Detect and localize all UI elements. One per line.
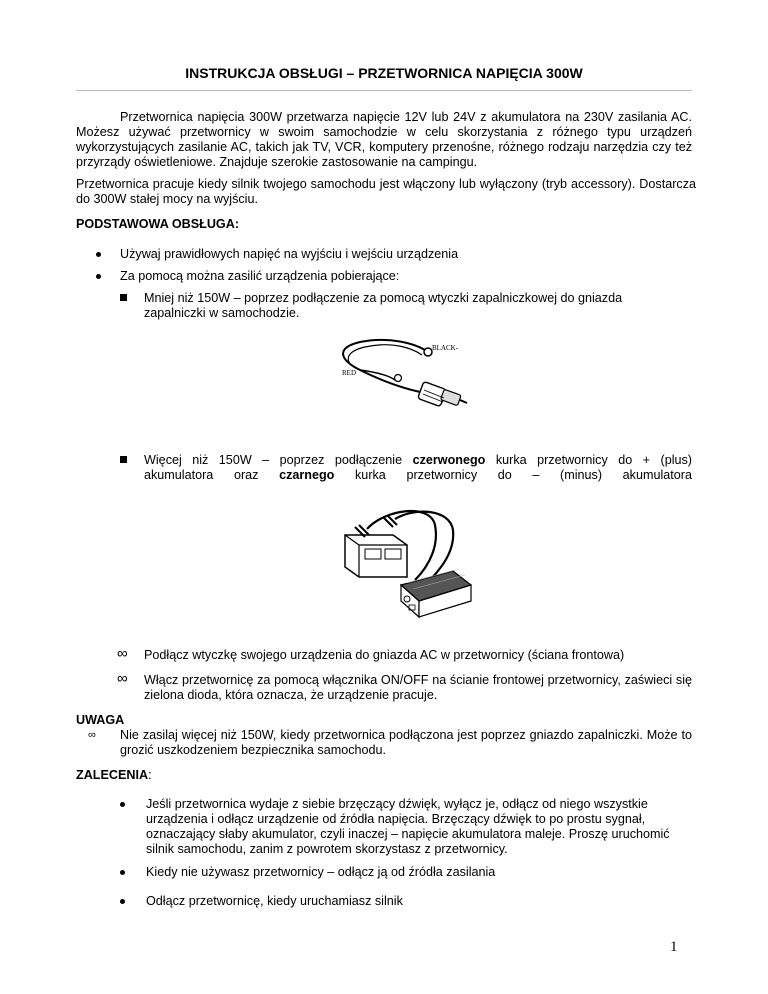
step-symbol: ∞ bbox=[117, 645, 128, 662]
sub-bullet-2-line-2: akumulatora oraz czarnego kurka przetwornicy do – (minus) akumulatora bbox=[144, 468, 692, 482]
fig1-black-label: BLACK- bbox=[432, 344, 459, 352]
intro-paragraph-1: Przetwornica napięcia 300W przetwarza napięcie 12V lub 24V z akumulatora na 230V zasilania AC. Możesz używać przetwornicy w swoim samochodzie w celu skorzystania z różnego typu urządzeń wykorzystujących zasilanie AC, takich jak TV, VCR, komputery przenośne, różnego rodzaju narzędzia czy też przyrządy oświetleniowe. Znajduje szerokie zastosowanie na campingu. bbox=[76, 110, 692, 169]
bullet-dot bbox=[120, 870, 125, 875]
fig1-red-label: RED bbox=[342, 369, 356, 377]
bullet-dot bbox=[120, 899, 125, 904]
step-1: Podłącz wtyczkę swojego urządzenia do gniazda AC w przetwornicy (ściana frontowa) bbox=[144, 648, 625, 662]
recommendations-heading: ZALECENIA: bbox=[76, 768, 152, 782]
step-symbol: ∞ bbox=[117, 670, 128, 687]
warning-heading: UWAGA bbox=[76, 713, 125, 727]
warning-symbol: ∞ bbox=[88, 729, 96, 741]
recommendation-3: Odłącz przetwornicę, kiedy uruchamiasz silnik bbox=[146, 894, 403, 908]
battery-inverter-illustration bbox=[335, 505, 475, 620]
sub-bullet-2-line-1: Więcej niż 150W – poprzez podłączenie czerwonego kurka przetwornicy do + (plus) bbox=[144, 453, 692, 467]
bullet-dot bbox=[96, 252, 101, 257]
warning-text: Nie zasilaj więcej niż 150W, kiedy przetwornica podłączona jest poprzez gniazdo zapalniczki. Może to grozić uszkodzeniem bezpiecznika samochodu. bbox=[120, 728, 692, 757]
basic-bullet-2: Za pomocą można zasilić urządzenia pobierające: bbox=[120, 269, 400, 283]
recommendation-2: Kiedy nie używasz przetwornicy – odłącz ją od źródła zasilania bbox=[146, 865, 496, 879]
bullet-dot bbox=[120, 802, 125, 807]
step-2: Włącz przetwornicę za pomocą włącznika ON/OFF na ścianie frontowej przetwornicy, zaświeci się zielona dioda, która oznacza, że urządzenie pracuje. bbox=[144, 673, 692, 702]
square-bullet bbox=[120, 294, 127, 301]
recommendation-1: Jeśli przetwornica wydaje z siebie brzęczący dźwięk, wyłącz je, odłącz od niego wszystkie urządzenia i odłącz urządzenie od źródła napięcia. Brzęczący dźwięk to po prostu sygnał, oznaczający słaby akumulator, czyli inaczej – napięcie akumulatora maleje. Proszę uruchomić silnik samochodu, zanim z powrotem skorzystasz z przetwornicy. bbox=[146, 797, 670, 856]
bullet-dot bbox=[96, 274, 101, 279]
basic-bullet-1: Używaj prawidłowych napięć na wyjściu i wejściu urządzenia bbox=[120, 247, 459, 261]
page-title: INSTRUKCJA OBSŁUGI – PRZETWORNICA NAPIĘCIA 300W bbox=[185, 65, 583, 81]
square-bullet bbox=[120, 456, 127, 463]
basic-heading: PODSTAWOWA OBSŁUGA: bbox=[76, 217, 240, 231]
page-number: 1 bbox=[670, 939, 678, 955]
intro-paragraph-2: Przetwornica pracuje kiedy silnik twojego samochodu jest włączony lub wyłączony (tryb accessory). Dostarcza do 300W stałej mocy na wyjściu. bbox=[76, 177, 696, 206]
title-rule bbox=[76, 90, 692, 91]
sub-bullet-1: Mniej niż 150W – poprzez podłączenie za pomocą wtyczki zapalniczkowej do gniazda zapalniczki w samochodzie. bbox=[144, 291, 623, 320]
